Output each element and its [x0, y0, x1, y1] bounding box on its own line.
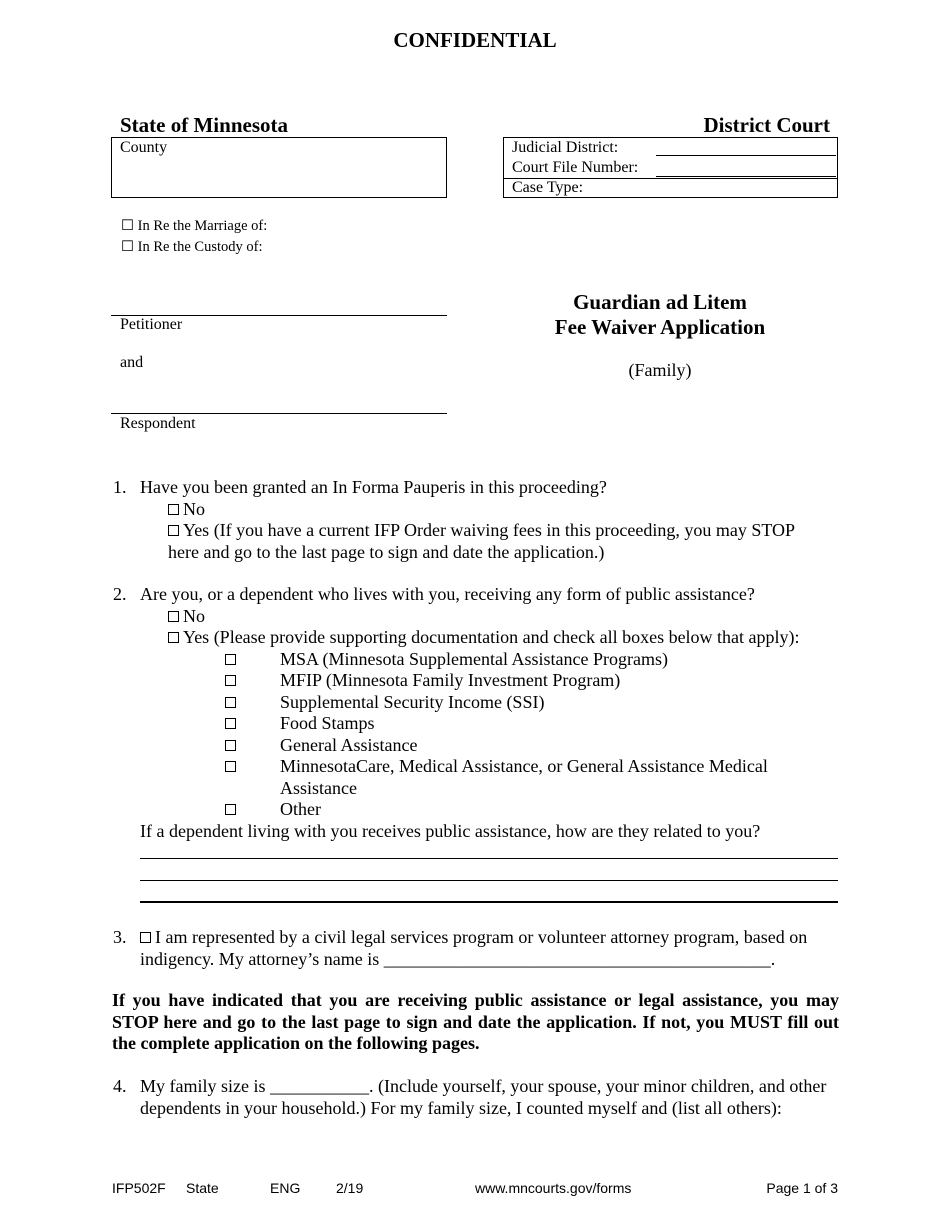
marriage-checkbox[interactable]: ☐ In Re the Marriage of: — [121, 218, 268, 234]
q1-text: Have you been granted an In Forma Pauperis in this proceeding? — [140, 477, 607, 497]
petitioner-label: Petitioner — [120, 316, 183, 333]
and-label: and — [120, 354, 144, 371]
program-label: Food Stamps — [280, 713, 375, 733]
checkbox-icon[interactable] — [225, 654, 236, 665]
program-item-msa[interactable] — [225, 649, 240, 671]
stop-notice: If you have indicated that you are receiving public assistance or legal assistance, you may STOP here and go to the last page to sign and date the application. If not, you MUST fill out the complete application on the following pages. — [112, 990, 839, 1053]
relationship-answer-line[interactable] — [140, 901, 838, 903]
q3-label: I am represented by a civil legal services program or volunteer attorney program, based on — [155, 927, 808, 947]
footer-language: ENG — [270, 1180, 301, 1196]
checkbox-icon[interactable] — [225, 718, 236, 729]
q2-no-option[interactable] — [168, 606, 205, 628]
program-label-continuation: Assistance — [280, 777, 357, 798]
q1-no-option[interactable] — [168, 499, 205, 521]
q1-yes-option[interactable] — [168, 520, 795, 542]
q2-number: 2. — [113, 584, 127, 604]
footer-date: 2/19 — [336, 1180, 364, 1196]
checkbox-icon[interactable] — [168, 525, 179, 536]
program-item-ssi[interactable] — [225, 692, 240, 714]
custody-checkbox[interactable]: ☐ In Re the Custody of: — [121, 239, 263, 255]
checkbox-icon[interactable] — [140, 932, 151, 943]
program-item-other[interactable] — [225, 799, 240, 821]
q1-number: 1. — [113, 477, 127, 497]
program-item-mfip[interactable] — [225, 670, 240, 692]
q4-number: 4. — [113, 1076, 127, 1096]
county-field[interactable] — [111, 137, 447, 198]
judicial-district-label: Judicial District: — [512, 139, 619, 156]
state-name: State of Minnesota — [120, 113, 288, 137]
checkbox-icon[interactable] — [225, 804, 236, 815]
q2-followup: If a dependent living with you receives public assistance, how are they related to you? — [140, 820, 761, 841]
q3-number: 3. — [113, 927, 127, 947]
program-label: MFIP (Minnesota Family Investment Program) — [280, 670, 621, 690]
q4-text-continuation: dependents in your household.) For my family size, I counted myself and (list all others): — [140, 1097, 782, 1118]
court-name: District Court — [703, 113, 830, 137]
footer-page-number: Page 1 of 3 — [766, 1180, 838, 1196]
q4-family-size[interactable]: My family size is ___________. (Include yourself, your spouse, your minor children, and other — [140, 1076, 827, 1096]
q1-yes-continuation: here and go to the last page to sign and date the application.) — [168, 541, 605, 562]
q1-no-label: No — [183, 498, 205, 519]
court-file-number-label: Court File Number: — [512, 159, 639, 176]
footer-url[interactable]: www.mncourts.gov/forms — [475, 1180, 632, 1196]
form-title-line2: Fee Waiver Application — [554, 315, 766, 339]
q3-option[interactable] — [140, 927, 807, 949]
q3-attorney-name[interactable]: indigency. My attorney’s name is ___________________________________________. — [140, 948, 776, 969]
checkbox-icon[interactable] — [225, 740, 236, 751]
program-label: Supplemental Security Income (SSI) — [280, 691, 545, 712]
checkbox-icon[interactable] — [225, 761, 236, 772]
judicial-district-field[interactable] — [656, 155, 836, 156]
program-item-food-stamps[interactable] — [225, 713, 240, 735]
county-label: County — [120, 139, 168, 156]
checkbox-icon[interactable] — [168, 504, 179, 515]
confidential-heading: CONFIDENTIAL — [393, 28, 557, 52]
relationship-answer-line[interactable] — [140, 880, 838, 881]
q2-text: Are you, or a dependent who lives with you, receiving any form of public assistance? — [140, 584, 755, 604]
footer-form-id: IFP502F — [112, 1180, 166, 1196]
checkbox-icon[interactable] — [225, 675, 236, 686]
program-item-minnesotacare[interactable] — [225, 756, 240, 778]
respondent-line[interactable] — [111, 413, 447, 414]
relationship-answer-line[interactable] — [140, 858, 838, 859]
program-label: Other — [280, 799, 321, 819]
program-label: MinnesotaCare, Medical Assistance, or General Assistance Medical — [280, 756, 768, 776]
checkbox-icon[interactable] — [168, 632, 179, 643]
court-info-box — [503, 137, 838, 198]
form-subtitle: (Family) — [628, 360, 692, 380]
q2-yes-label: Yes (Please provide supporting documentation and check all boxes below that apply): — [183, 627, 800, 647]
form-title — [478, 290, 842, 340]
case-type-label: Case Type: — [512, 179, 584, 196]
respondent-label: Respondent — [120, 415, 196, 432]
form-title-line1: Guardian ad Litem — [573, 290, 747, 314]
court-file-number-field[interactable] — [656, 176, 836, 177]
checkbox-icon[interactable] — [168, 611, 179, 622]
footer-state: State — [186, 1180, 219, 1196]
program-label: General Assistance — [280, 734, 418, 755]
q1-yes-label: Yes (If you have a current IFP Order waiving fees in this proceeding, you may STOP — [183, 520, 796, 540]
q2-yes-option[interactable] — [168, 627, 800, 649]
checkbox-icon[interactable] — [225, 697, 236, 708]
program-item-general-assistance[interactable] — [225, 735, 240, 757]
q2-no-label: No — [183, 605, 205, 626]
program-label: MSA (Minnesota Supplemental Assistance Programs) — [280, 648, 668, 669]
